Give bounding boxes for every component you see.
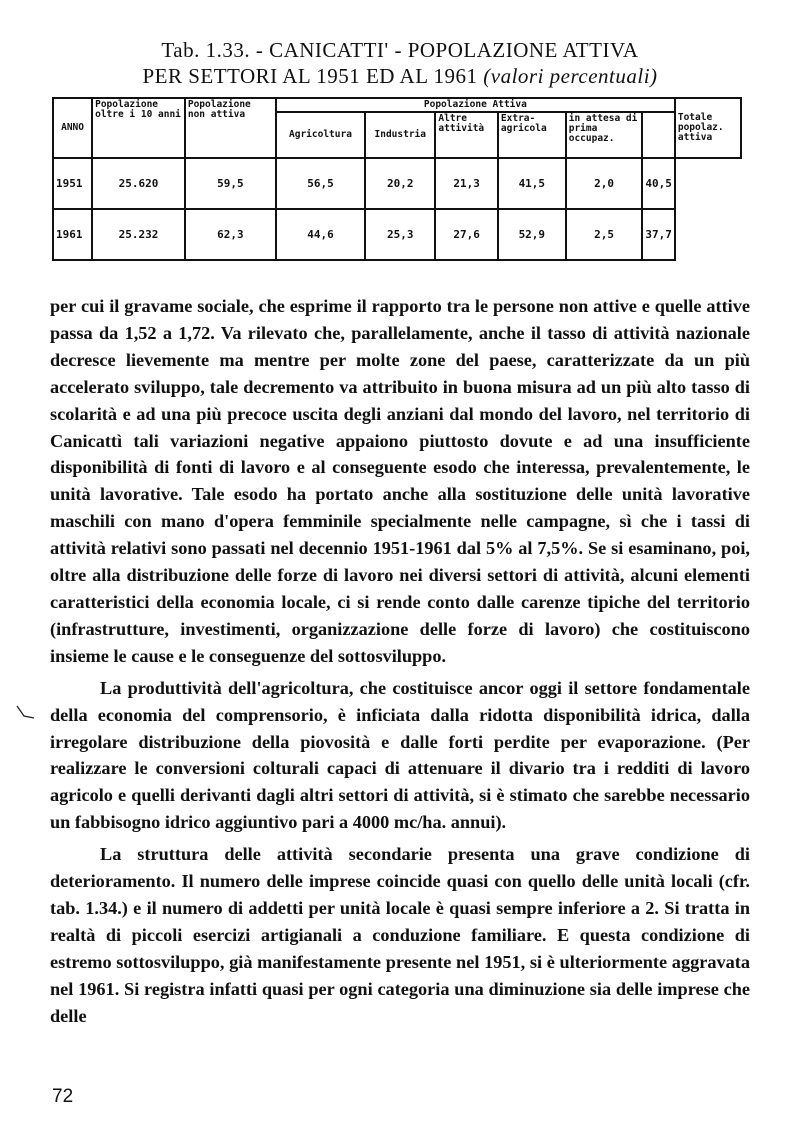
cell-totale: 37,7 — [642, 209, 675, 260]
cell-pop-oltre: 25.620 — [92, 158, 185, 209]
row-year: 1951 — [53, 158, 92, 209]
header-pop-attiva: Popolazione Attiva — [276, 98, 675, 112]
header-anno: ANNO — [53, 98, 92, 158]
row-year: 1961 — [53, 209, 92, 260]
table-title-italic: (valori percentuali) — [483, 64, 658, 88]
table-title-main: PER SETTORI AL 1951 ED AL 1961 — [142, 64, 478, 88]
cell-extra: 52,9 — [498, 209, 566, 260]
table-row — [53, 209, 741, 260]
cell-attesa: 2,5 — [566, 209, 643, 260]
cell-totale: 40,5 — [642, 158, 675, 209]
cell-pop-oltre: 25.232 — [92, 209, 185, 260]
cell-agricoltura: 56,5 — [276, 158, 365, 209]
header-extra: Extra-agricola — [498, 112, 566, 158]
header-industria: Industria — [365, 112, 435, 158]
header-attesa: in attesa di prima occupaz. — [566, 112, 643, 158]
cell-industria: 25,3 — [365, 209, 435, 260]
paragraph: La struttura delle attività secondarie presenta una grave condizione di deterioramento. Il numero delle imprese coincide quasi con quello delle unità locali (cfr. tab. 1.34.) e il numero di addetti per unità locale è quasi sempre inferiore a 2. Si tratta in realtà di piccoli esercizi artigianali a conduzione familiare. E questa condizione di estremo sottosviluppo, già manifestamente presente nel 1951, si è ulteriormente aggravata nel 1961. Si registra infatti quasi per ogni categoria una diminuzione sia delle imprese che delle — [50, 844, 750, 1026]
table-row — [53, 158, 741, 209]
population-table — [52, 97, 742, 261]
table-title-line-1: Tab. 1.33. - CANICATTI' - POPOLAZIONE ATTIVA — [161, 38, 639, 62]
header-agricoltura: Agricoltura — [276, 112, 365, 158]
margin-tick-mark — [14, 702, 36, 724]
header-totale: Totale popolaz. attiva — [675, 98, 741, 158]
paragraph: per cui il gravame sociale, che esprime il rapporto tra le persone non attive e quelle attive passa da 1,52 a 1,72. Va rilevato che, parallelamente, anche il tasso di attività nazionale decresce lievemente ma mentre per molte zone del paese, caratterizzate da un più accelerato sviluppo, tale decremento va attribuito in buona misura ad un più alto tasso di scolarità e ad una più precoce uscita degli anziani dal mondo del lavoro, nel territorio di Canicattì tali variazioni negative appaiono piuttosto dovute e ad una insufficiente disponibilità di fonti di lavoro e al conseguente esodo che interessa, prevalentemente, le unità lavorative. Tale esodo ha portato anche alla sostituzione delle unità lavorative maschili con mano d'opera femminile specialmente nelle campagne, sì che i tassi di attività relativi sono passati nel decennio 1951-1961 dal 5% al 7,5%. Se si esaminano, poi, oltre alla distribuzione delle forze di lavoro nei diversi settori di attività, alcuni elementi caratteristici della economia locale, ci si rende conto dalle carenze tipiche del territorio (infrastrutture, investimenti, organizzazione delle forze di lavoro) che costituiscono insieme le cause e le conseguenze del sottosviluppo. — [50, 296, 750, 666]
cell-industria: 20,2 — [365, 158, 435, 209]
table-title-line-2 — [0, 64, 800, 89]
cell-altre: 27,6 — [435, 209, 498, 260]
cell-extra: 41,5 — [498, 158, 566, 209]
header-altre: Altre attività — [435, 112, 498, 158]
cell-agricoltura: 44,6 — [276, 209, 365, 260]
cell-attesa: 2,0 — [566, 158, 643, 209]
paragraph: La produttività dell'agricoltura, che costituisce ancor oggi il settore fondamentale della economia del comprensorio, è inficiata dalla ridotta disponibilità idrica, dalla irregolare distribuzione della piovosità e dalle forti perdite per evaporazione. (Per realizzare le conversioni colturali capaci di attenuare il divario tra i redditi di lavoro agricolo e quelli derivanti dagli altri settori di attività, si è stimato che sarebbe necessario un fabbisogno idrico aggiuntivo pari a 4000 mc/ha. annui). — [50, 677, 750, 833]
cell-altre: 21,3 — [435, 158, 498, 209]
page-number: 72 — [52, 1086, 74, 1107]
cell-pop-non-attiva: 59,5 — [185, 158, 276, 209]
header-pop-oltre: Popolazione oltre i 10 anni — [92, 98, 185, 158]
cell-pop-non-attiva: 62,3 — [185, 209, 276, 260]
header-pop-non-attiva: Popolazione non attiva — [185, 98, 276, 158]
body-text — [50, 293, 750, 1029]
